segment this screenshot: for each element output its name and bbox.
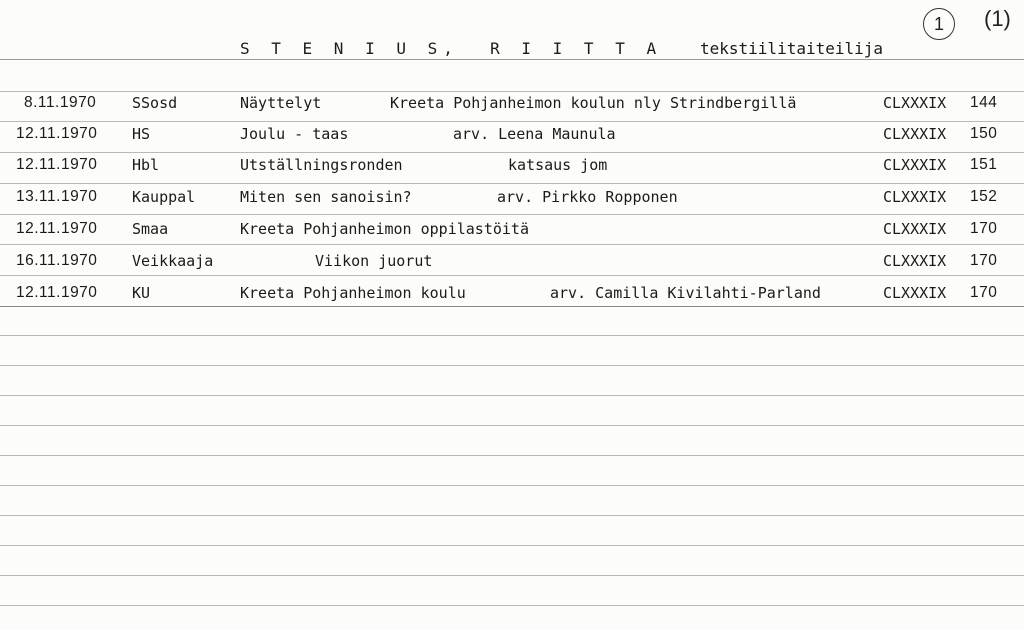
ruled-line <box>0 121 1024 122</box>
entry-title: Joulu - taas <box>240 125 349 143</box>
entry-title: Utställningsronden <box>240 156 403 174</box>
ruled-line <box>0 183 1024 184</box>
entry-date: 12.11.1970 <box>16 125 98 142</box>
ruled-line <box>0 425 1024 426</box>
ruled-line <box>0 575 1024 576</box>
ruled-line <box>0 214 1024 215</box>
ruled-line <box>0 91 1024 92</box>
ruled-line <box>0 485 1024 486</box>
entry-source: Kauppal <box>132 188 196 206</box>
paren-number: (1) <box>984 6 1011 31</box>
entry-title: Kreeta Pohjanheimon koulu <box>240 284 466 302</box>
entry-source: SSosd <box>132 94 178 112</box>
ruled-line <box>0 515 1024 516</box>
ruled-line <box>0 545 1024 546</box>
entry-volume: CLXXXIX <box>883 252 947 270</box>
entry-page: 170 <box>970 252 998 269</box>
ruled-line <box>0 365 1024 366</box>
entry-title: Miten sen sanoisin? <box>240 188 412 206</box>
entry-volume: CLXXXIX <box>883 284 947 302</box>
ruled-line <box>0 335 1024 336</box>
entry-source: KU <box>132 284 151 302</box>
entry-date: 12.11.1970 <box>16 220 98 237</box>
entry-detail: arv. Camilla Kivilahti-Parland <box>550 284 821 302</box>
entry-detail: Kreeta Pohjanheimon koulun nly Strindbergillä <box>390 94 797 112</box>
entry-volume: CLXXXIX <box>883 220 947 238</box>
circled-number: 1 <box>923 8 955 40</box>
entry-page: 152 <box>970 188 998 205</box>
entry-source: Hbl <box>132 156 160 174</box>
entry-date: 12.11.1970 <box>16 284 98 301</box>
entry-volume: CLXXXIX <box>883 188 947 206</box>
entry-date: 16.11.1970 <box>16 252 98 269</box>
ruled-line <box>0 306 1024 307</box>
entry-page: 150 <box>970 125 998 142</box>
entry-detail: arv. Leena Maunula <box>453 125 616 143</box>
ruled-line <box>0 244 1024 245</box>
entry-page: 170 <box>970 284 998 301</box>
entry-source: Smaa <box>132 220 169 238</box>
ruled-line <box>0 152 1024 153</box>
entry-page: 144 <box>970 94 998 111</box>
ruled-line <box>0 275 1024 276</box>
entry-volume: CLXXXIX <box>883 94 947 112</box>
ruled-line <box>0 395 1024 396</box>
entry-page: 170 <box>970 220 998 237</box>
entry-date: 8.11.1970 <box>24 94 97 111</box>
entry-source: Veikkaaja <box>132 252 214 270</box>
person-name: S T E N I U S, R I I T T A <box>240 39 663 58</box>
entry-volume: CLXXXIX <box>883 125 947 143</box>
entry-title: Viikon juorut <box>315 252 433 270</box>
entry-source: HS <box>132 125 151 143</box>
entry-detail: katsaus jom <box>508 156 608 174</box>
entry-volume: CLXXXIX <box>883 156 947 174</box>
ruled-line <box>0 455 1024 456</box>
header-rule <box>0 59 1024 60</box>
entry-title: Näyttelyt <box>240 94 322 112</box>
entry-detail: arv. Pirkko Ropponen <box>497 188 678 206</box>
profession: tekstiilitaiteilija <box>700 39 884 58</box>
entry-date: 12.11.1970 <box>16 156 98 173</box>
entry-date: 13.11.1970 <box>16 188 98 205</box>
ruled-line <box>0 605 1024 606</box>
entry-page: 151 <box>970 156 998 173</box>
entry-title: Kreeta Pohjanheimon oppilastöitä <box>240 220 529 238</box>
